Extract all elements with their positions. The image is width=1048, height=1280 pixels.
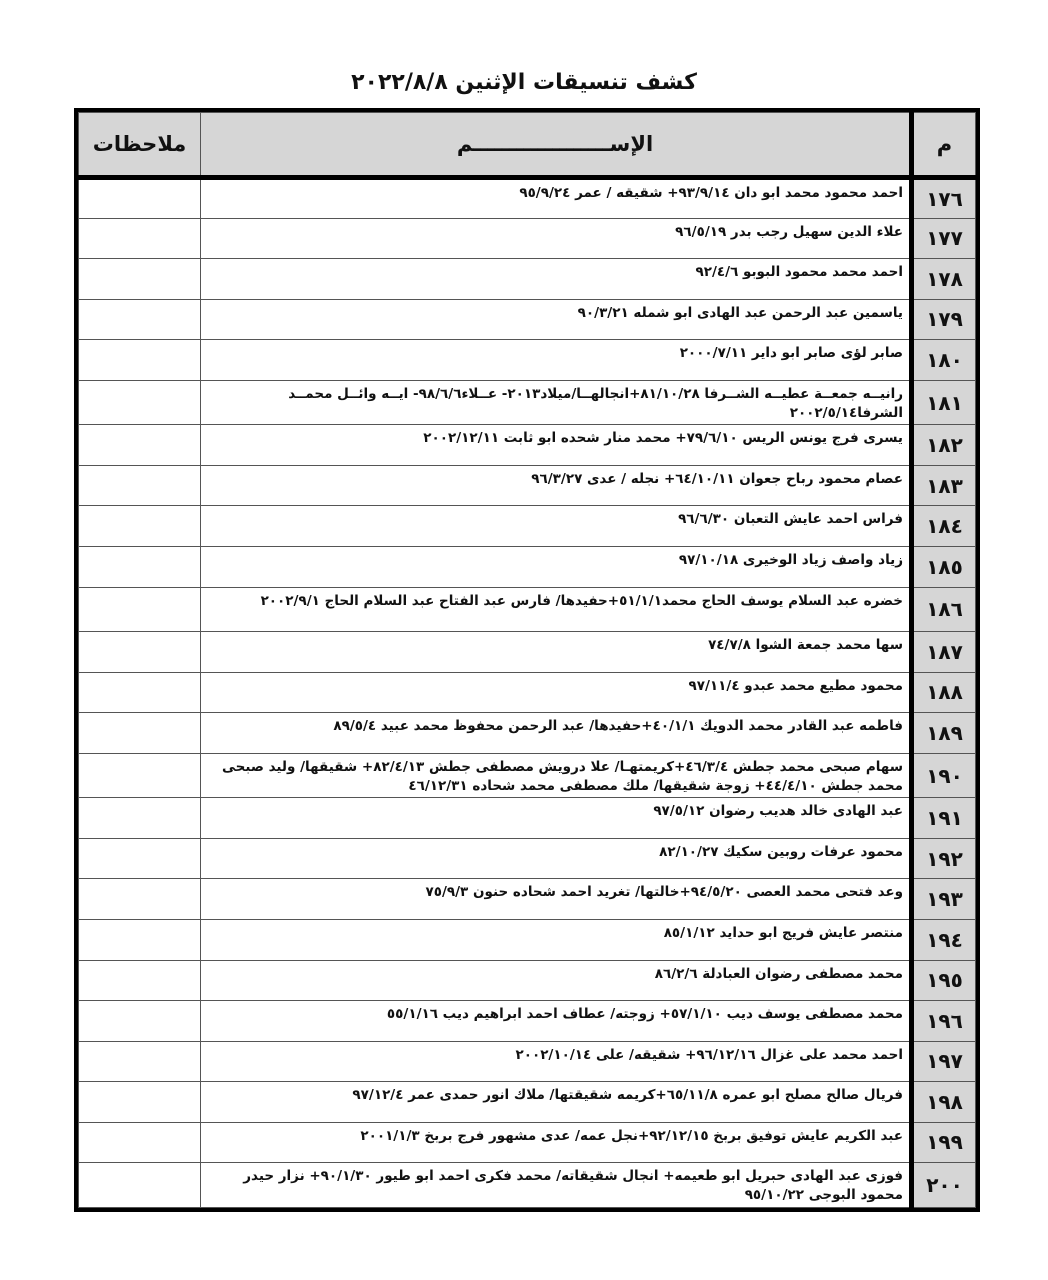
row-number: ١٨٨ [912,672,976,713]
row-number: ١٧٧ [912,218,976,259]
roster-table-frame [74,108,980,1212]
row-number: ١٨٧ [912,632,976,673]
table-row [79,1041,976,1082]
row-notes [79,713,201,754]
row-name: سهام صبحى محمد جطش ٤٦/٣/٤+كريمتهـا/ علا درويش مصطفى جطش ٨٢/٤/١٣+ شقيقها/ وليد صبحى محمد جطش ٤٤/٤/١٠+ زوجة شقيقها/ ملك مصطفى محمد شحاده ٤٦/١٢/٣١ [201,753,912,798]
table-row [79,713,976,754]
row-notes [79,672,201,713]
table-row [79,879,976,920]
table-row [79,1163,976,1208]
row-notes [79,1001,201,1042]
row-notes [79,753,201,798]
row-notes [79,425,201,466]
row-name: عبد الهادى خالد هديب رضوان ٩٧/٥/١٢ [201,798,912,839]
table-row [79,798,976,839]
row-name: محمود عرفات روبين سكيك ٨٢/١٠/٢٧ [201,838,912,879]
row-number: ١٨١ [912,380,976,425]
row-number: ١٩٨ [912,1082,976,1123]
row-name: محمود مطيع محمد عبدو ٩٧/١١/٤ [201,672,912,713]
row-name: فوزى عبد الهادى حبريل ابو طعيمه+ انجال شقيقاته/ محمد فكرى احمد ابو طيور ٩٠/١/٣٠+ نزار حيدر محمود البوجى ٩٥/١٠/٢٢ [201,1163,912,1208]
row-notes [79,960,201,1001]
table-row [79,587,976,632]
row-notes [79,340,201,381]
row-name: عبد الكريم عايش توفيق بربخ ٩٢/١٢/١٥+نجل عمه/ عدى مشهور فرج بربخ ٢٠٠١/١/٣ [201,1122,912,1163]
table-row [79,425,976,466]
row-notes [79,798,201,839]
table-row [79,340,976,381]
header-num: م [912,113,976,178]
table-row [79,632,976,673]
row-number: ١٨٣ [912,465,976,506]
row-number: ١٧٩ [912,299,976,340]
row-number: ١٩٦ [912,1001,976,1042]
row-notes [79,1082,201,1123]
row-name: فاطمه عبد القادر محمد الدويك ٤٠/١/١+حفيدها/ عبد الرحمن محفوظ محمد عبيد ٨٩/٥/٤ [201,713,912,754]
table-row [79,672,976,713]
row-name: صابر لؤى صابر ابو داير ٢٠٠٠/٧/١١ [201,340,912,381]
roster-table [78,112,976,1208]
row-notes [79,259,201,300]
row-number: ١٧٦ [912,178,976,219]
row-notes [79,838,201,879]
row-name: احمد محمود محمد ابو دان ٩٣/٩/١٤+ شقيقه / عمر ٩٥/٩/٢٤ [201,178,912,219]
table-row [79,380,976,425]
row-name: عصام محمود رباح جعوان ٦٤/١٠/١١+ نجله / عدى ٩٦/٣/٢٧ [201,465,912,506]
table-row [79,465,976,506]
table-row [79,960,976,1001]
table-row [79,1082,976,1123]
table-row [79,178,976,219]
table-body [79,178,976,1208]
row-number: ١٨٤ [912,506,976,547]
row-name: منتصر عايش فريج ابو حدايد ٨٥/١/١٢ [201,919,912,960]
row-notes [79,380,201,425]
row-number: ١٩١ [912,798,976,839]
row-notes [79,1163,201,1208]
row-number: ١٩٤ [912,919,976,960]
row-number: ١٩٥ [912,960,976,1001]
row-number: ٢٠٠ [912,1163,976,1208]
row-number: ١٨٦ [912,587,976,632]
row-name: يسرى فرج يونس الريس ٧٩/٦/١٠+ محمد منار شحده ابو ثابت ٢٠٠٢/١٢/١١ [201,425,912,466]
header-notes: ملاحظات [79,113,201,178]
row-name: احمد محمد على غزال ٩٦/١٢/١٦+ شقيقه/ على ٢٠٠٢/١٠/١٤ [201,1041,912,1082]
table-row [79,919,976,960]
row-name: فراس احمد عايش التعبان ٩٦/٦/٣٠ [201,506,912,547]
row-notes [79,879,201,920]
row-name: محمد مصطفى يوسف ديب ٥٧/١/١٠+ زوجته/ عطاف احمد ابراهيم ديب ٥٥/١/١٦ [201,1001,912,1042]
row-number: ١٩٣ [912,879,976,920]
row-number: ١٧٨ [912,259,976,300]
row-name: احمد محمد محمود البوبو ٩٢/٤/٦ [201,259,912,300]
row-notes [79,299,201,340]
row-notes [79,1122,201,1163]
row-number: ١٨٠ [912,340,976,381]
row-number: ١٩٩ [912,1122,976,1163]
row-name: وعد فتحى محمد العصى ٩٤/٥/٢٠+خالتها/ تغريد احمد شحاده حنون ٧٥/٩/٣ [201,879,912,920]
header-name: الإســـــــــــــــــــم [201,113,912,178]
row-name: رانيــه جمعــة عطيــه الشــرفا ٨١/١٠/٢٨+انجالهــا/ميلاد٢٠١٣- عــلاء٩٨/٦/٦- ايــه وائــل محمــد الشرفا٢٠٠٢/٥/١٤ [201,380,912,425]
table-row [79,259,976,300]
row-name: علاء الدين سهيل رجب بدر ٩٦/٥/١٩ [201,218,912,259]
row-name: ياسمين عبد الرحمن عبد الهادى ابو شمله ٩٠/٣/٢١ [201,299,912,340]
row-number: ١٨٥ [912,546,976,587]
row-name: زياد واصف زياد الوخيرى ٩٧/١٠/١٨ [201,546,912,587]
row-notes [79,465,201,506]
row-name: سها محمد جمعة الشوا ٧٤/٧/٨ [201,632,912,673]
row-number: ١٩٧ [912,1041,976,1082]
row-number: ١٨٢ [912,425,976,466]
row-notes [79,587,201,632]
table-row [79,299,976,340]
table-row [79,838,976,879]
row-name: فريال صالح مصلح ابو عمره ٦٥/١١/٨+كريمه شقيقتها/ ملاك انور حمدى عمر ٩٧/١٢/٤ [201,1082,912,1123]
row-notes [79,1041,201,1082]
table-header-row [79,113,976,178]
row-number: ١٩٢ [912,838,976,879]
table-row [79,218,976,259]
row-name: خضره عبد السلام يوسف الحاج محمد٥١/١/١+حفيدها/ فارس عبد الفتاح عبد السلام الحاج ٢٠٠٢/٩/١ [201,587,912,632]
table-row [79,1001,976,1042]
row-notes [79,506,201,547]
row-notes [79,632,201,673]
table-row [79,506,976,547]
table-row [79,753,976,798]
row-notes [79,218,201,259]
table-row [79,1122,976,1163]
row-notes [79,919,201,960]
table-row [79,546,976,587]
row-name: محمد مصطفى رضوان العبادلة ٨٦/٢/٦ [201,960,912,1001]
row-number: ١٨٩ [912,713,976,754]
row-notes [79,178,201,219]
row-notes [79,546,201,587]
page-title: كشف تنسيقات الإثنين ٢٠٢٢/٨/٨ [351,70,697,95]
row-number: ١٩٠ [912,753,976,798]
